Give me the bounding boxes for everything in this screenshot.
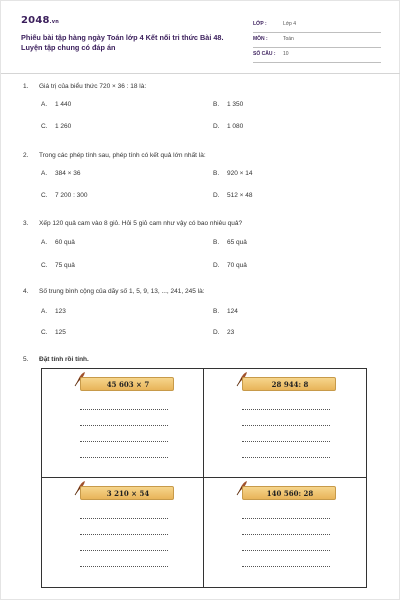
answer-line[interactable] [80, 550, 168, 551]
worksheet-info [253, 19, 381, 64]
info-row-class [253, 19, 381, 33]
answer-line[interactable] [80, 425, 168, 426]
question-text: Đặt tính rồi tính. [39, 356, 89, 363]
question-text: Xếp 120 quả cam vào 8 giỏ. Hỏi 5 giỏ cam như vậy có bao nhiêu quả? [39, 220, 243, 227]
info-row-question-count [253, 49, 381, 63]
question-text: Số trung bình cộng của dãy số 1, 5, 9, 13, ..., 241, 245 là: [39, 288, 205, 295]
answer-line[interactable] [80, 518, 168, 519]
expression-text: 140 560: 28 [266, 489, 314, 498]
question-number: 2. [23, 152, 29, 159]
expression-banner [242, 486, 336, 500]
answer-line[interactable] [242, 534, 330, 535]
expression-banner [80, 486, 174, 500]
option-a[interactable]: A. 1 440 [41, 101, 72, 108]
option-c[interactable]: C. 75 quả [41, 262, 75, 269]
answer-line[interactable] [242, 441, 330, 442]
expression-banner [242, 377, 336, 391]
option-b[interactable]: B. 124 [213, 308, 238, 315]
option-a[interactable]: A. 384 × 36 [41, 170, 81, 177]
expression-text: 45 603 × 7 [106, 380, 150, 389]
calc-cell [204, 369, 366, 478]
option-b[interactable]: B. 1 350 [213, 101, 244, 108]
option-b[interactable]: B. 65 quả [213, 239, 247, 246]
info-value: 10 [283, 51, 289, 57]
option-d[interactable]: D. 1 080 [213, 123, 244, 130]
worksheet-header [21, 15, 381, 61]
answer-line[interactable] [80, 534, 168, 535]
question-number: 5. [23, 356, 29, 363]
question-number: 3. [23, 220, 29, 227]
answer-line[interactable] [80, 457, 168, 458]
expression-text: 3 210 × 54 [106, 489, 150, 498]
question-number: 4. [23, 288, 29, 295]
option-d[interactable]: D. 70 quả [213, 262, 247, 269]
info-label: MÔN : [253, 36, 268, 42]
info-label: LỚP : [253, 21, 267, 27]
answer-line[interactable] [80, 441, 168, 442]
option-a[interactable]: A. 60 quả [41, 239, 75, 246]
question-text: Giá trị của biểu thức 720 × 36 : 18 là: [39, 83, 147, 90]
worksheet-title: Phiếu bài tập hàng ngày Toán lớp 4 Kết nối tri thức Bài 48. Luyện tập chung có đáp án [21, 33, 224, 52]
answer-line[interactable] [242, 425, 330, 426]
option-a[interactable]: A. 123 [41, 308, 66, 315]
answer-line[interactable] [242, 566, 330, 567]
option-c[interactable]: C. 7 200 : 300 [41, 192, 88, 199]
info-row-subject [253, 34, 381, 48]
answer-line[interactable] [242, 518, 330, 519]
option-c[interactable]: C. 125 [41, 329, 66, 336]
option-c[interactable]: C. 1 260 [41, 123, 72, 130]
expression-banner [80, 377, 174, 391]
header-divider [1, 73, 400, 74]
question-number: 1. [23, 83, 29, 90]
calc-cell [42, 478, 204, 587]
answer-line[interactable] [80, 409, 168, 410]
answer-line[interactable] [242, 409, 330, 410]
answer-line[interactable] [80, 566, 168, 567]
info-value: Lớp 4 [283, 21, 297, 27]
option-d[interactable]: D. 512 × 48 [213, 192, 253, 199]
answer-line[interactable] [242, 457, 330, 458]
option-b[interactable]: B. 920 × 14 [213, 170, 253, 177]
calc-cell [42, 369, 204, 478]
expression-text: 28 944: 8 [271, 380, 309, 389]
question-text: Trong các phép tính sau, phép tính có kết quả lớn nhất là: [39, 152, 206, 159]
info-label: SỐ CÂU : [253, 51, 276, 57]
site-logo[interactable]: 2048.vn [21, 15, 59, 26]
answer-line[interactable] [242, 550, 330, 551]
info-value: Toán [283, 36, 294, 42]
option-d[interactable]: D. 23 [213, 329, 235, 336]
calc-cell [204, 478, 366, 587]
calculation-grid [41, 368, 367, 588]
